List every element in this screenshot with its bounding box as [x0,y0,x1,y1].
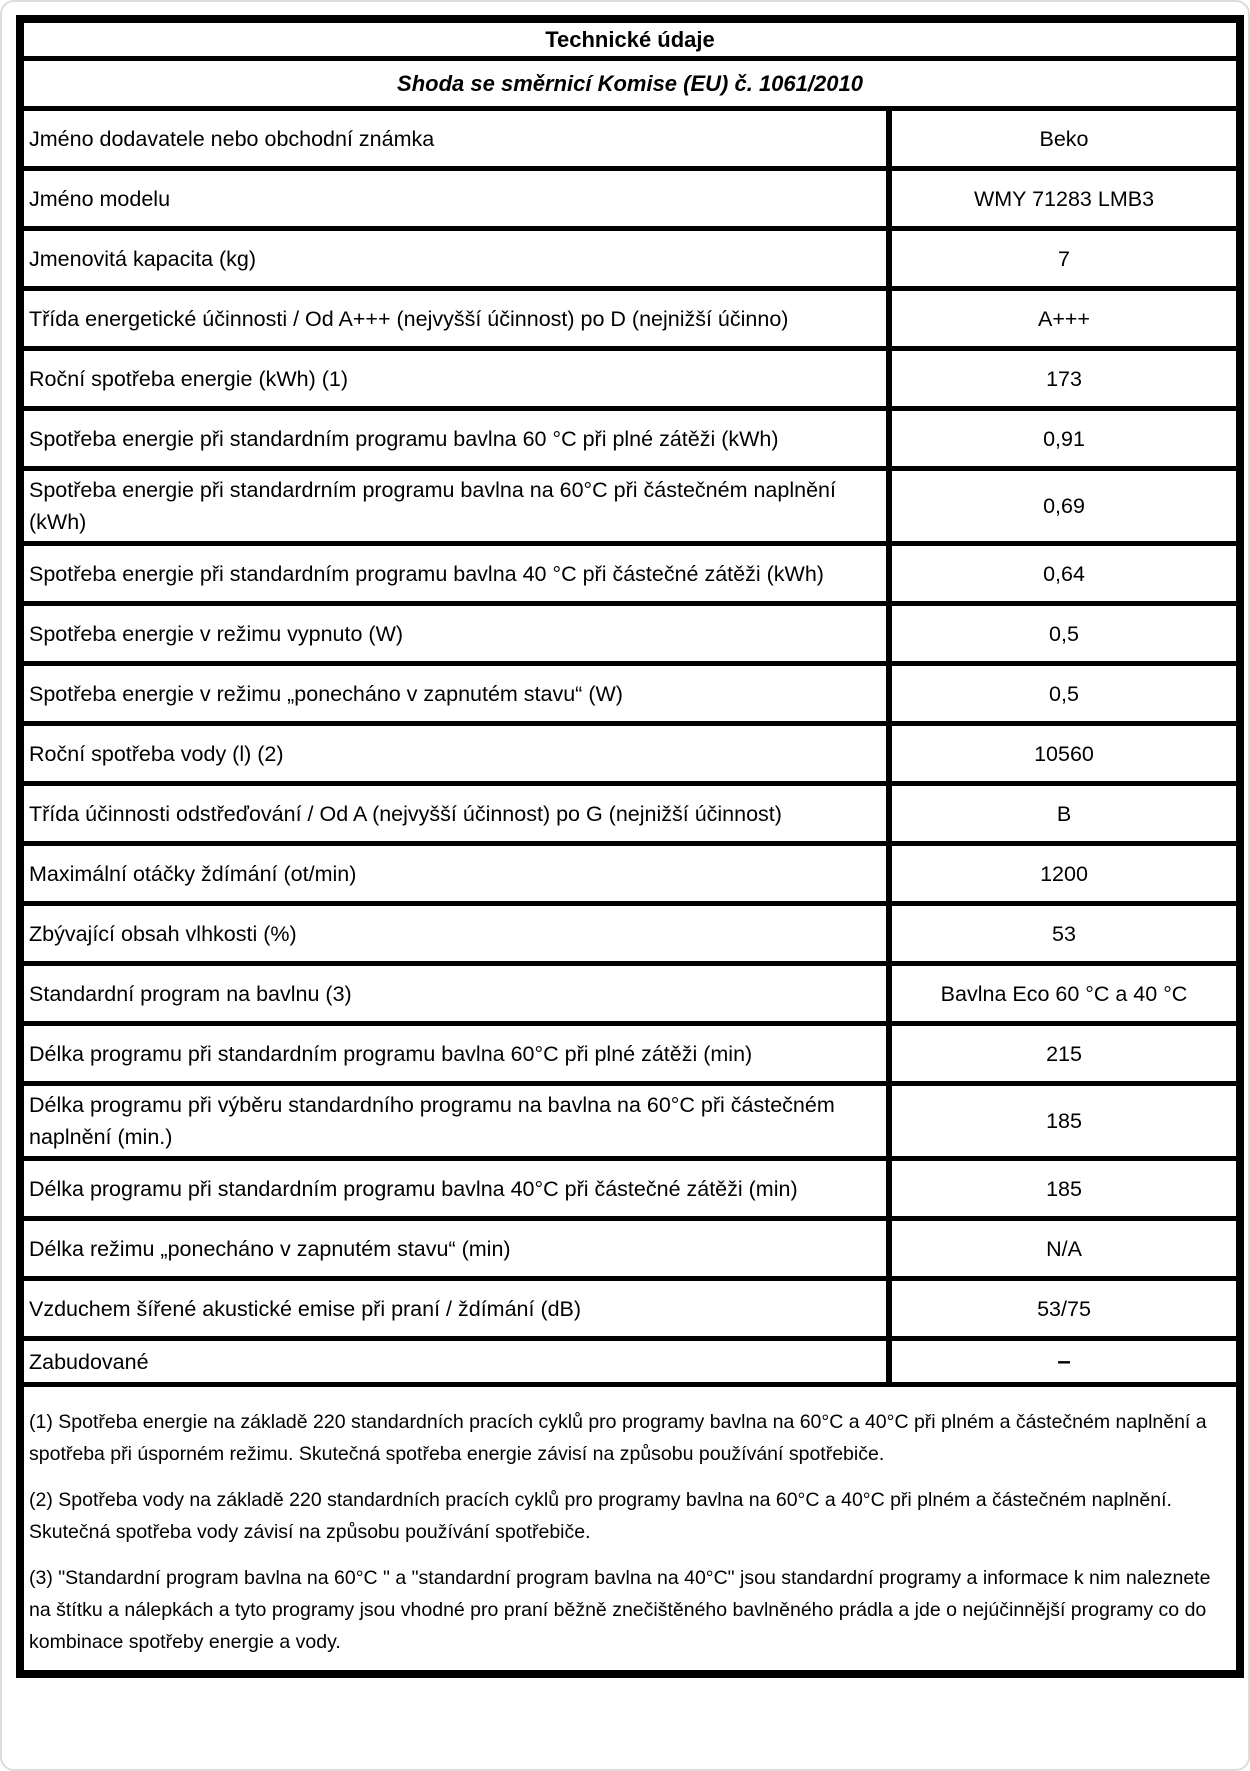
row-value: B [1056,801,1072,826]
table-row [24,786,1236,846]
table-row [24,1161,1236,1221]
row-value: Beko [1039,126,1089,151]
row-label: Maximální otáčky ždímání (ot/min) [24,846,892,901]
table-row [24,351,1236,411]
row-label: Roční spotřeba energie (kWh) (1) [24,351,892,406]
row-label: Roční spotřeba vody (l) (2) [24,726,892,781]
table-row [24,546,1236,606]
row-value: N/A [1046,1236,1082,1261]
table-row [24,1281,1236,1341]
row-value: WMY 71283 LMB3 [973,186,1155,211]
table-row [24,666,1236,726]
row-label: Vzduchem šířené akustické emise při praní / ždímání (dB) [24,1281,892,1336]
row-label: Spotřeba energie při standardním programu bavlna 60 °C při plné zátěži (kWh) [24,411,892,466]
row-label: Spotřeba energie při standardrním programu bavlna na 60°C při částečném naplnění (kWh) [24,471,892,541]
footnote-2: (2) Spotřeba vody na základě 220 standardních pracích cyklů pro programy bavlna na 60°C a 40°C při plném a částečném naplnění. Skutečná spotřeba vody závisí na způsobu používání spotřebiče. [29,1489,1172,1543]
row-label: Spotřeba energie v režimu vypnuto (W) [24,606,892,661]
row-value: 185 [1046,1109,1082,1133]
row-label: Délka programu při standardním programu bavlna 40°C při částečné zátěži (min) [24,1161,892,1216]
row-value: 53/75 [1037,1296,1091,1321]
table-row [24,1086,1236,1161]
row-value: 1200 [1040,861,1088,886]
table-title [24,23,1236,61]
table-row [24,471,1236,546]
table-row [24,291,1236,351]
row-label: Jmenovitá kapacita (kg) [24,231,892,286]
row-value: 173 [1046,366,1082,391]
row-label: Zabudované [24,1341,892,1382]
row-label: Jméno modelu [24,171,892,226]
table-row [24,231,1236,291]
row-value: 0,5 [1049,681,1079,706]
row-label: Třída energetické účinnosti / Od A+++ (nejvyšší účinnost) po D (nejnižší účinno) [24,291,892,346]
row-value: 53 [1052,921,1076,946]
row-value: 0,69 [1043,494,1085,518]
table-row [24,846,1236,906]
row-label: Jméno dodavatele nebo obchodní známka [24,111,892,166]
row-label: Délka programu při standardním programu bavlna 60°C při plné zátěži (min) [24,1026,892,1081]
row-label: Spotřeba energie při standardním programu bavlna 40 °C při částečné zátěži (kWh) [24,546,892,601]
table-subtitle [24,61,1236,111]
row-label: Délka programu při výběru standardního programu na bavlna na 60°C při částečném naplnění (min.) [24,1086,892,1156]
row-label: Délka režimu „ponecháno v zapnutém stavu“ (min) [24,1221,892,1276]
technical-data-sheet [16,15,1244,1678]
footnotes [24,1387,1236,1670]
table-row [24,606,1236,666]
table-row [24,726,1236,786]
row-value: 0,91 [1043,426,1085,451]
row-label: Spotřeba energie v režimu „ponecháno v zapnutém stavu“ (W) [24,666,892,721]
table-row [24,966,1236,1026]
table-title-text: Technické údaje [545,26,715,52]
row-value: 7 [1058,246,1070,271]
table-row [24,411,1236,471]
row-value: 0,64 [1043,561,1085,586]
table-row [24,111,1236,171]
footnote-1: (1) Spotřeba energie na základě 220 standardních pracích cyklů pro programy bavlna na 60°C a 40°C při plném a částečném naplnění a spotřeba při úsporném režimu. Skutečná spotřeba energie závisí na způsobu používání spotřebiče. [29,1411,1207,1465]
row-label: Třída účinnosti odstřeďování / Od A (nejvyšší účinnost) po G (nejnižší účinnost) [24,786,892,841]
row-value: A+++ [1037,306,1090,331]
row-value: 10560 [1034,741,1094,766]
table-row [24,906,1236,966]
row-value: – [1057,1347,1071,1375]
row-value: Bavlna Eco 60 °C a 40 °C [940,981,1188,1006]
table-row [24,1341,1236,1387]
table-row [24,1221,1236,1281]
table-subtitle-text: Shoda se směrnicí Komise (EU) č. 1061/2010 [397,70,863,96]
table-row [24,1026,1236,1086]
table-row [24,171,1236,231]
row-value: 185 [1046,1176,1082,1201]
row-value: 0,5 [1049,621,1079,646]
row-label: Standardní program na bavlnu (3) [24,966,892,1021]
footnote-3: (3) "Standardní program bavlna na 60°C " a "standardní program bavlna na 40°C" jsou standardní programy a informace k nim naleznete na štítku a nálepkách a tyto programy jsou vhodné pro praní běžně znečištěného bavlněného prádla a jde o nejúčinnější programy co do kombinace spotřeby energie a vody. [29,1567,1211,1653]
row-value: 215 [1046,1041,1082,1066]
row-label: Zbývající obsah vlhkosti (%) [24,906,892,961]
